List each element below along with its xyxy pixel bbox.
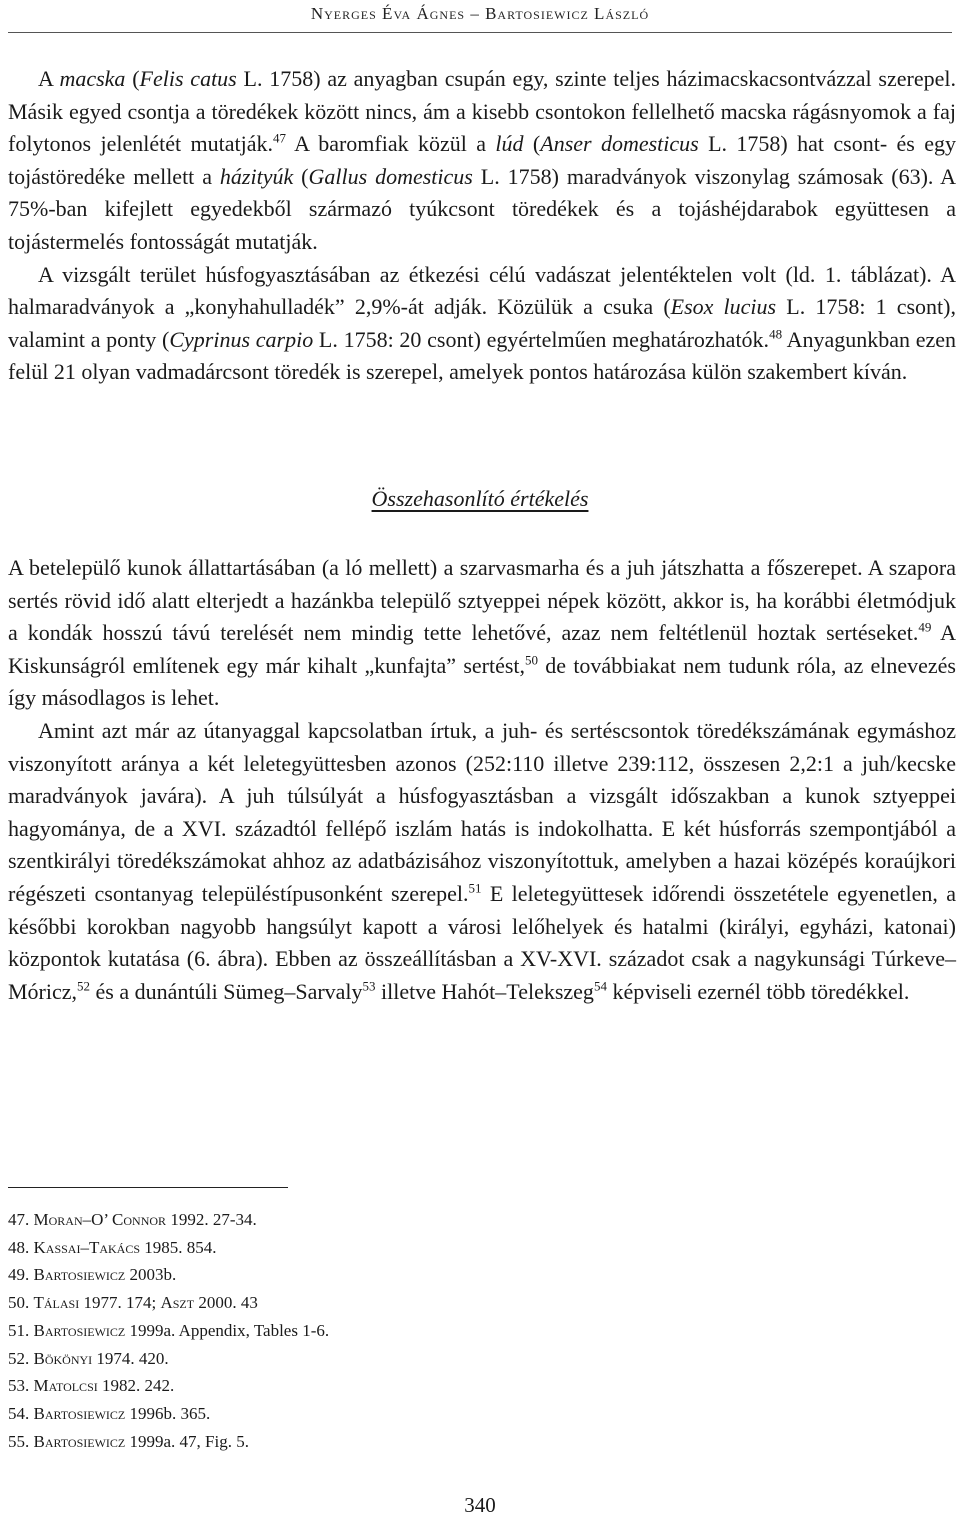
footnotes [8,1206,329,1455]
paragraph: A macska (Felis catus L. 1758) az anyagban csupán egy, szinte teljes házimacskacsontvázzal szerepel. Másik egyed csontja a töredékek között nincs, ám a kisebb csontokon fellelhető macska rágásnyomok a faj folytonos jelenlétét mutatják.$^{47}$ A baromfiak közül a lúd (Anser domesticus L. 1758) hat csont- és egy tojástöredéke mellett a házityúk (Gallus domesticus L. 1758) maradványok viszonylag számosak (63). A 75%-ban kifejlett egyedekből származó tyúkcsont töredékek és a tojáshéjdarabok együttesen a tojástermelés fontosságát mutatják. [8,66,957,254]
footnote-item [8,1400,329,1428]
italic-term: Gallus domesticus [308,163,473,189]
footnote-author: Bartosiewicz [33,1431,126,1451]
page-number: 340 [464,1493,496,1517]
italic-term: Felis catus [139,66,237,91]
running-header: Nyerges Éva Ágnes – Bartosiewicz László [310,4,650,23]
footnote-ref[interactable]: 47 [272,130,286,146]
footnote-author: Bökönyi [33,1348,93,1368]
footnote-ref[interactable]: 50 [525,652,539,668]
footnote-number: 51. [8,1320,34,1340]
italic-term: Cyprinus carpio [169,326,314,352]
footnote-item [8,1345,329,1373]
footnote-text: 1996b. 365. [125,1403,211,1423]
footnote-author: Bartosiewicz [33,1403,126,1423]
footnote-item [8,1317,329,1345]
footnote-author: Aszt [160,1293,195,1313]
footnote-text: 2000. 43 [194,1293,258,1313]
footnote-text: 1999a. 47, Fig. 5. [125,1431,249,1451]
footnote-ref[interactable]: 51 [468,880,482,896]
footnote-ref[interactable]: 52 [77,978,91,994]
italic-term: Anser domesticus [540,131,699,157]
footnote-text: 1999a. Appendix, Tables 1-6. [125,1320,330,1340]
footnote-item [8,1372,329,1400]
footnote-ref[interactable]: 53 [362,978,376,994]
footnote-text: 1985. 854. [140,1237,217,1257]
footnote-text: 1992. 27-34. [166,1210,257,1229]
footnote-text: 1982. 242. [97,1376,175,1396]
footnote-item [8,1428,329,1456]
footnote-number: 49. [8,1265,34,1285]
footnote-number: 53. [8,1376,34,1396]
footnote-number: 48. [8,1237,34,1257]
footnote-rule [8,1187,288,1188]
header-rule [8,32,952,33]
footnote-number: 52. [8,1348,34,1368]
section-2 [8,552,956,1008]
footnote-author: Bartosiewicz [33,1265,126,1285]
footnote-ref[interactable]: 49 [918,619,932,635]
footnote-author: Tálasi [33,1293,80,1313]
footnote-item [8,1289,329,1317]
footnote-item [8,1261,329,1289]
footnote-text: 1974. 420. [92,1348,169,1368]
footnote-text: 1977. 174; [79,1293,161,1313]
paragraph: Amint azt már az útanyaggal kapcsolatban írtuk, a juh- és sertéscsontok töredékszámának egymáshoz viszonyított aránya a két leletegyüttesben azonos (252:110 illetve 239:112, összesen 2,2:1 a juh/kecske maradványok javára). A juh túlsúlyát a húsfogyasztásban a vizsgált időszakban a kunok sztyeppei hagyománya, de a XVI. századtól fellépő iszlám hatás is indokolhatta. E két húsforrás szempontjából a szentkirályi töredékszámokat ahhoz az adatbázisához viszonyítottuk, amelyben a hazai középés koraújkori régészeti csontanyag településtípusonként szerepel.$^{51}$ E leletegyüttesek időrendi összetétele egyenetlen, a későbbi korokban nagyobb hangsúlyt kapott a városi lelőhelyek és hatalmi (királyi, egyházi, katonai) központok kutatása (6. ábra). Ebben az összeállításban a XV-XVI. századot csak a nagykunsági Túrkeve–Móricz,$^{52}$ és a dunántúli Sümeg–Sarvaly$^{53}$ illetve Hahót–Telekszeg$^{54}$ képviseli ezernél több töredékkel. [8,717,957,1004]
footnote-item [8,1234,329,1262]
footnote-number: 54. [8,1403,34,1423]
italic-term: házityúk [219,163,294,189]
paragraph: A betelepülő kunok állattartásában (a ló mellett) a szarvasmarha és a juh játszhatta a főszerepet. A szapora sertés rövid idő alatt elterjedt a hazánkba települő sztyeppei népek között, akkor is, ha korábbi életmódjuk a kondák hosszú távú terelését nem mindig tette lehetővé, azaz nem feltétlenül hoztak sertéseket.$^{49}$ A Kiskunságról említenek egy már kihalt „kunfajta” sertést,$^{50}$ de továbbiakat nem tudunk róla, az elnevezés így másodlagos is lehet. [8,555,956,711]
footnote-ref[interactable]: 54 [593,978,607,994]
footnote-text: 2003b. [125,1265,177,1285]
footnote-author: Kassai–Takács [33,1237,141,1257]
italic-term: Esox lucius [670,294,777,320]
footnote-item [8,1206,329,1234]
section-subheading: Összehasonlító értékelés [371,486,589,511]
footnote-ref[interactable]: 48 [769,326,783,342]
italic-term: macska [59,66,126,91]
footnote-number: 47. [8,1210,34,1229]
section-1 [8,63,956,389]
footnote-author: Matolcsi [33,1376,98,1396]
footnote-number: 50. [8,1293,34,1313]
footnote-number: 55. [8,1431,34,1451]
paragraph: A vizsgált terület húsfogyasztásában az étkezési célú vadászat jelentéktelen volt (ld. 1. táblázat). A halmaradványok a „konyhahulladék” 2,9%-át adják. Közülük a csuka (Esox lucius L. 1758: 1 csont), valamint a ponty (Cyprinus carpio L. 1758: 20 csont) egyértelműen meghatározhatók.$^{48}$ Anyagunkban ezen felül 21 olyan vadmadárcsont töredék is szerepel, amelyek pontos határozása külön szakembert kíván. [8,261,957,385]
footnote-author: Moran–O’ Connor [33,1210,167,1229]
italic-term: lúd [495,131,524,157]
footnote-author: Bartosiewicz [33,1320,126,1340]
